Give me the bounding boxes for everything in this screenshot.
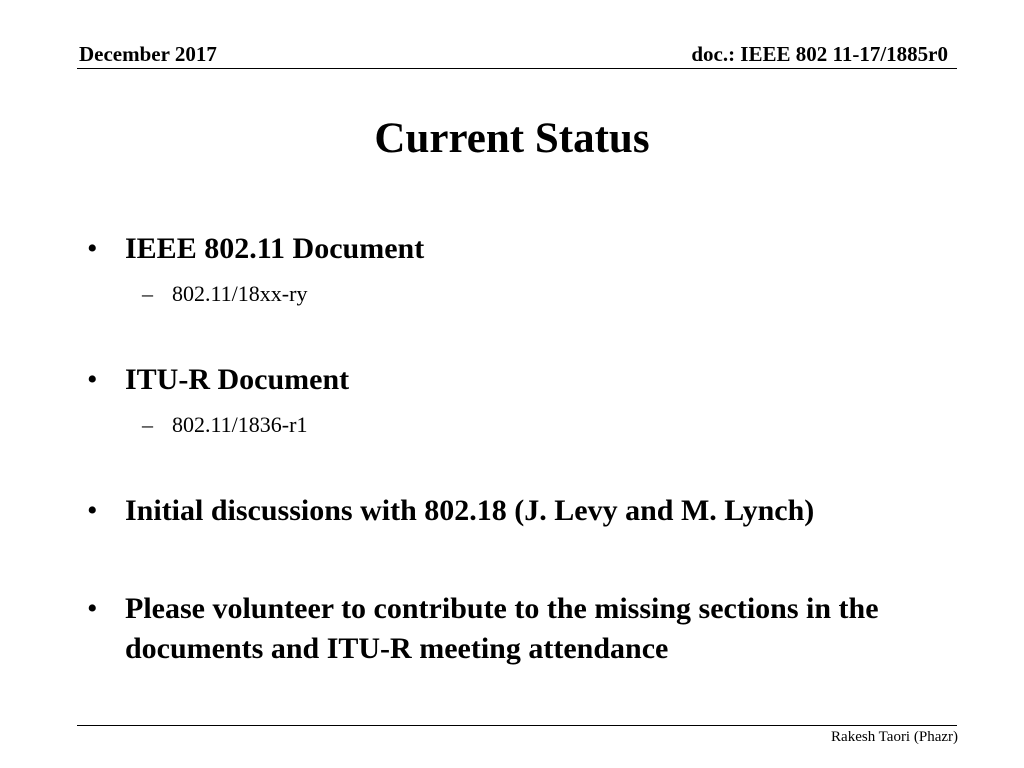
sub-text: 802.11/1836-r1 — [172, 412, 308, 437]
header-divider — [77, 68, 957, 69]
sub-marker: – — [142, 281, 153, 306]
header-date: December 2017 — [79, 42, 217, 66]
bullet-text: IEEE 802.11 Document — [125, 232, 425, 265]
bullet-marker: • — [87, 592, 98, 625]
bullet-marker: • — [87, 232, 98, 265]
bullet-text: Please volunteer to contribute to the missing sections in the documents and ITU-R meeting attendance — [125, 592, 879, 665]
slide-title: Current Status — [374, 115, 650, 162]
bullet-text: ITU-R Document — [125, 363, 350, 396]
bullet-marker: • — [87, 494, 98, 527]
bullet-text: Initial discussions with 802.18 (J. Levy and M. Lynch) — [125, 494, 815, 527]
footer-divider — [77, 725, 957, 726]
sub-marker: – — [142, 412, 153, 437]
sub-text: 802.11/18xx-ry — [172, 281, 308, 306]
bullet-marker: • — [87, 363, 98, 396]
footer-author: Rakesh Taori (Phazr) — [831, 729, 958, 745]
header-doc-id: doc.: IEEE 802 11-17/1885r0 — [691, 42, 948, 66]
